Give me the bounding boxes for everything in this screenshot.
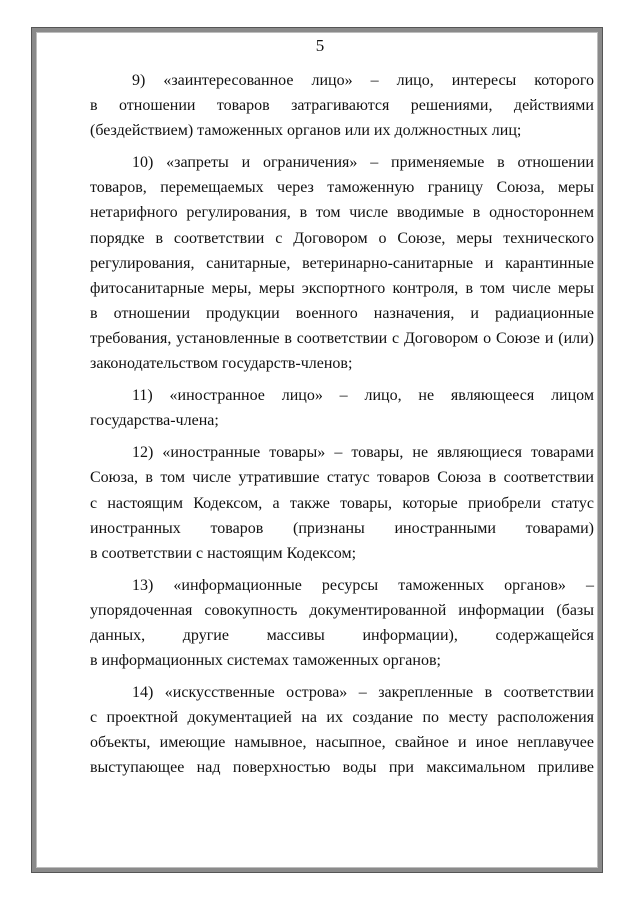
paragraph-item-11: [90, 383, 594, 433]
text-line: в соответствии с настоящим Кодексом;: [90, 544, 357, 562]
text-line: данных, другие массивы информации), содержащейся: [90, 626, 594, 644]
text-line: требования, установленные в соответствии с Договором о Союзе и (или): [90, 329, 594, 347]
page-number: 5: [315, 36, 325, 55]
text-line: 14) «искусственные острова» – закрепленные в соответствии: [132, 684, 594, 702]
text-line: нетарифного регулирования, в том числе вводимые в одностороннем: [90, 204, 594, 222]
text-line: в информационных системах таможенных органов;: [90, 652, 441, 670]
text-line: 10) «запреты и ограничения» – применяемые в отношении: [132, 154, 594, 172]
text-line: 11) «иностранное лицо» – лицо, не являющееся лицом: [132, 387, 594, 405]
text-line: с проектной документацией на их создание по месту расположения: [90, 709, 594, 727]
paragraph-item-12: [90, 440, 594, 565]
text-line: с настоящим Кодексом, а также товары, которые приобрели статус: [90, 494, 594, 512]
paragraph-item-10: [90, 150, 594, 376]
text-line: в отношении товаров затрагиваются решениями, действиями: [90, 97, 594, 115]
text-line: упорядоченная совокупность документированной информации (базы: [90, 601, 594, 619]
text-line: в отношении продукции военного назначения, и радиационные: [90, 304, 594, 322]
text-line: иностранных товаров (признаны иностранными товарами): [90, 519, 594, 537]
text-line: 12) «иностранные товары» – товары, не являющиеся товарами: [132, 444, 594, 462]
text-line: (бездействием) таможенных органов или их должностных лиц;: [90, 122, 522, 140]
text-line: регулирования, санитарные, ветеринарно-санитарные и карантинные: [90, 254, 594, 272]
paragraph-item-14: [90, 680, 594, 780]
text-line: выступающее над поверхностью воды при максимальном приливе: [90, 759, 594, 777]
text-line: Союза, в том числе утратившие статус товаров Союза в соответствии: [90, 469, 594, 487]
text-line: законодательством государств-членов;: [90, 355, 353, 373]
document-body: [90, 68, 594, 781]
text-line: фитосанитарные меры, меры экспортного контроля, в том числе меры: [90, 279, 594, 297]
text-line: порядке в соответствии с Договором о Союзе, меры технического: [90, 229, 594, 247]
paragraph-item-13: [90, 573, 594, 673]
text-line: 13) «информационные ресурсы таможенных органов» –: [132, 576, 594, 594]
text-line: объекты, имеющие намывное, насыпное, свайное и иное неплавучее: [90, 734, 594, 752]
text-line: государства-члена;: [90, 412, 219, 430]
text-line: товаров, перемещаемых через таможенную границу Союза, меры: [90, 179, 594, 197]
text-line: 9) «заинтересованное лицо» – лицо, интересы которого: [132, 72, 594, 89]
paragraph-item-9: [90, 68, 594, 143]
